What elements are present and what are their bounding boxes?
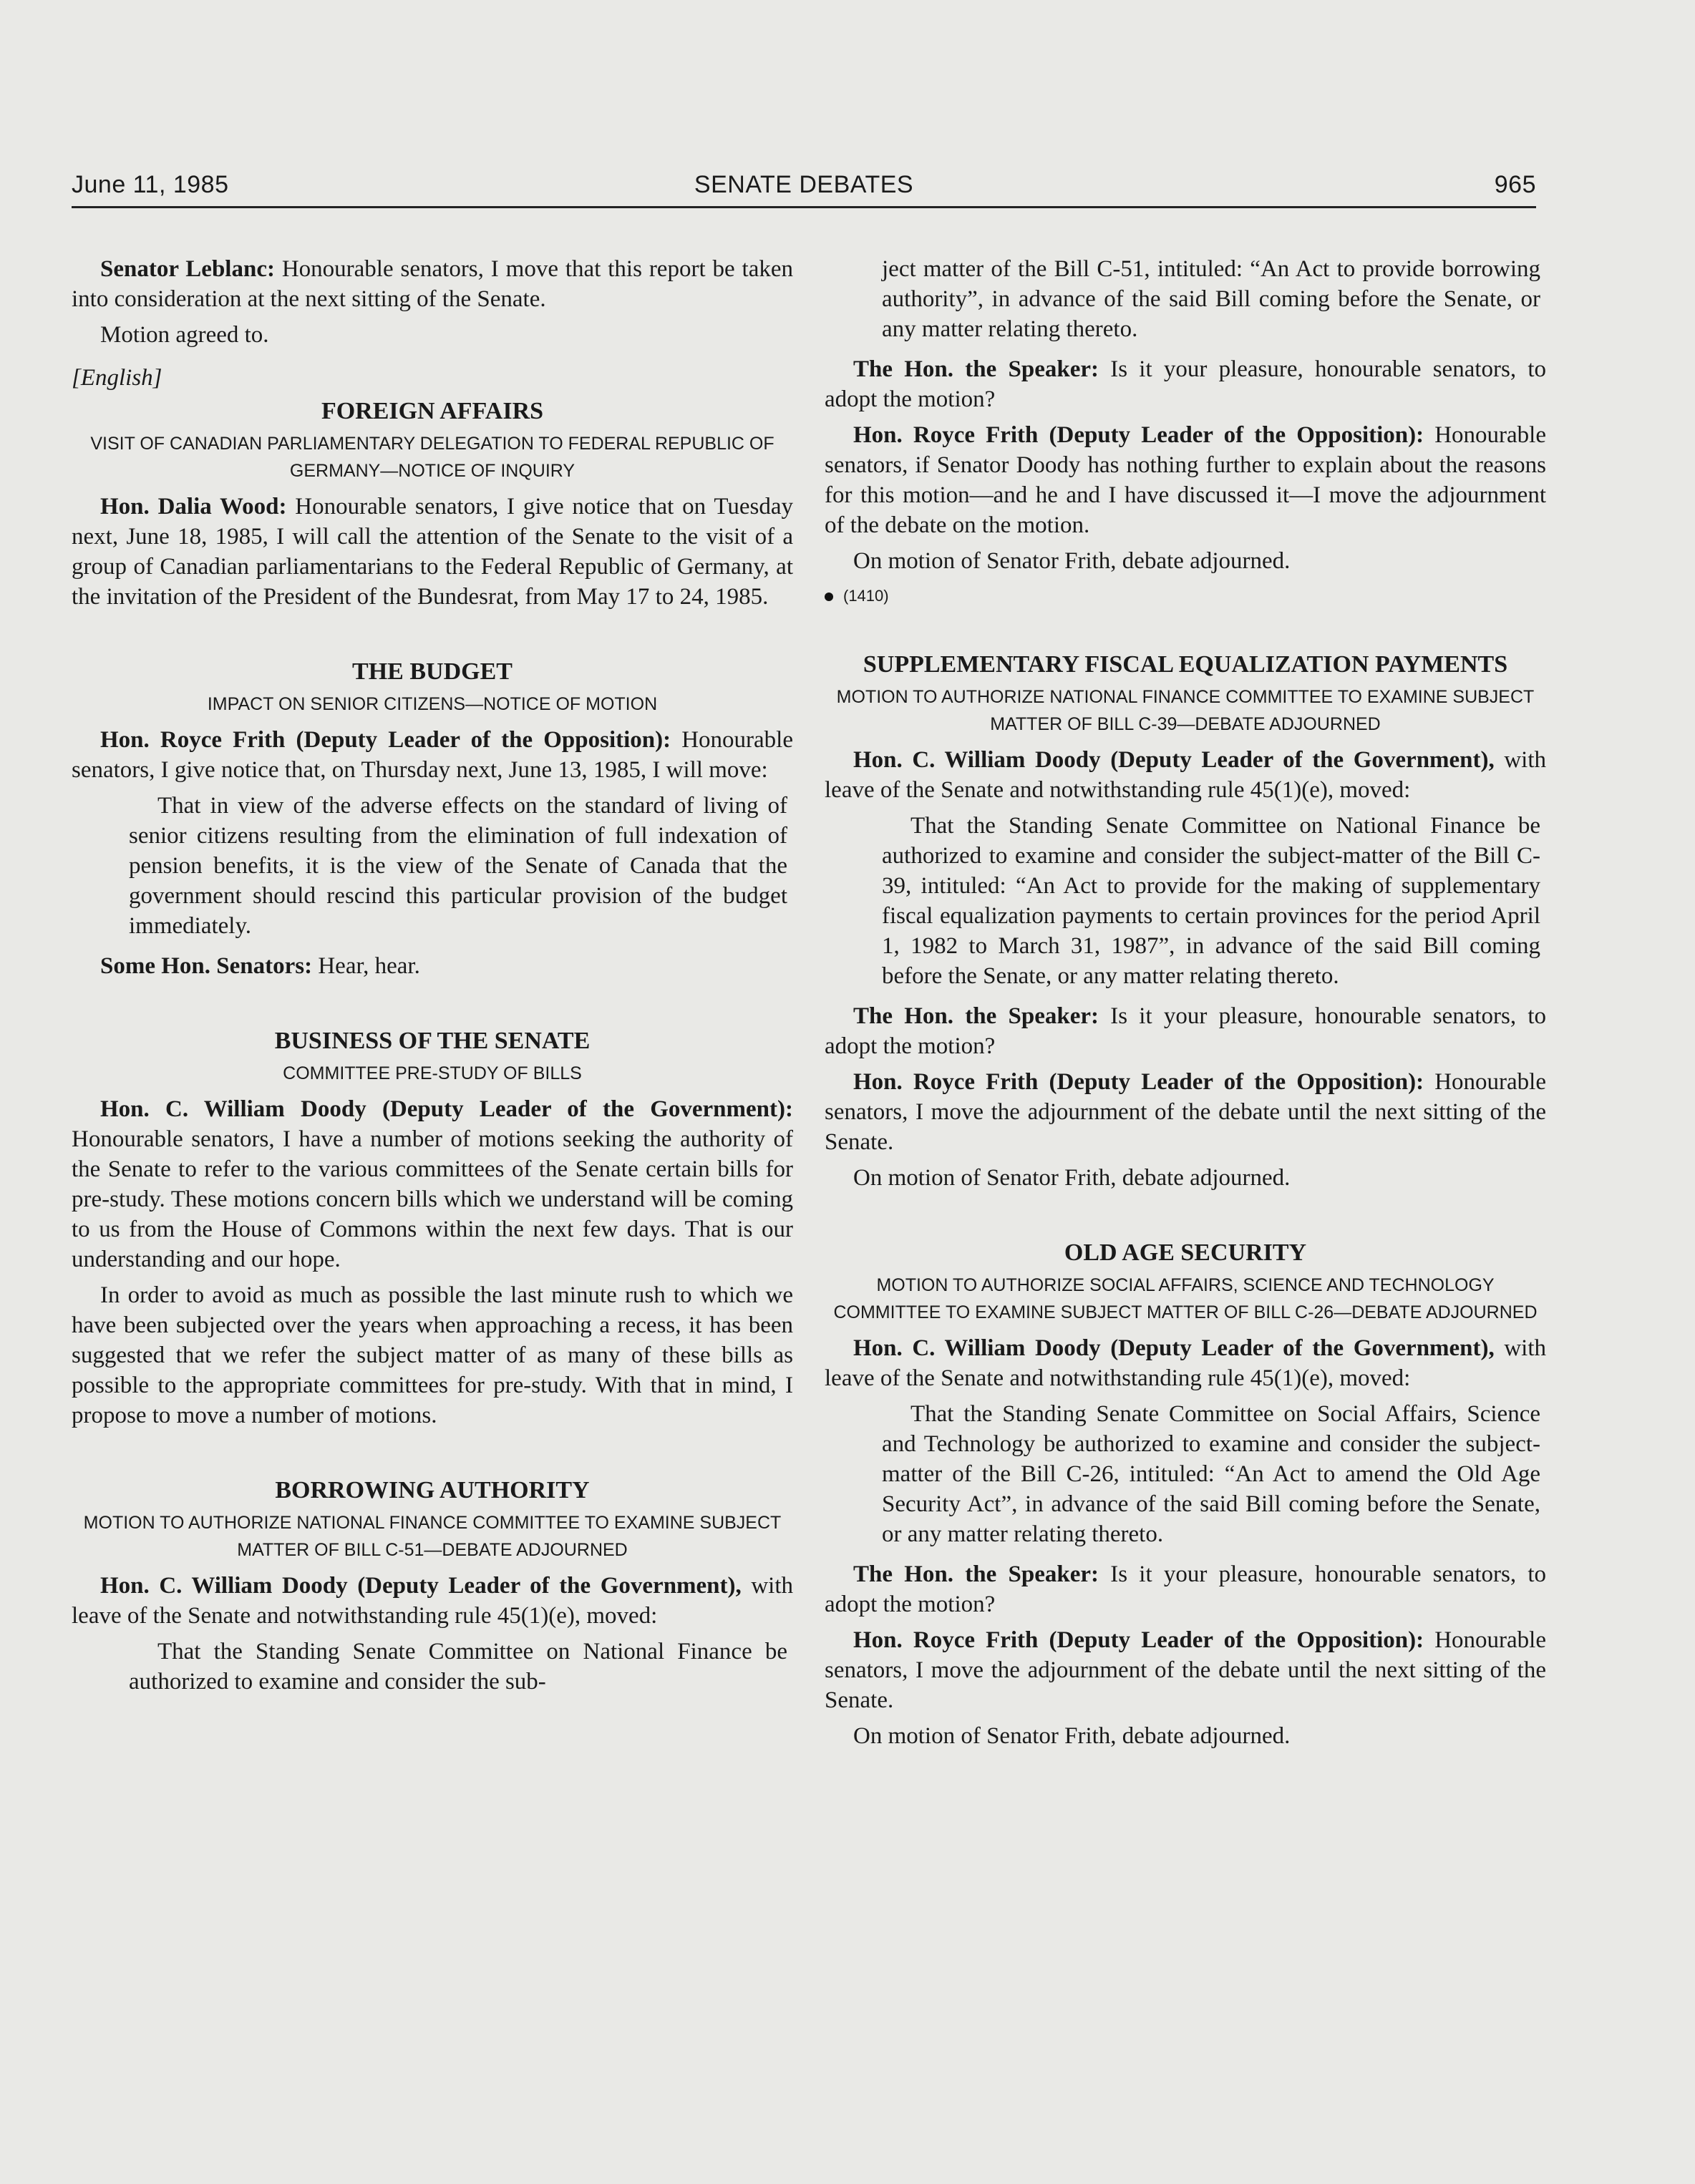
speech-text: Is it your pleasure, honourable senators, to adopt the motion? [825,1561,1547,1617]
language-marker: [English] [72,365,162,391]
speaker-name: Hon. C. William Doody (Deputy Leader of the Government), [853,1335,1495,1361]
paragraph [825,1067,1546,1157]
timestamp-text: (1410) [843,587,889,605]
section-title: THE BUDGET [352,658,513,685]
section-title: SUPPLEMENTARY FISCAL EQUALIZATION PAYMENTS [863,651,1508,678]
speech-text: with leave of the Senate and notwithstanding rule 45(1)(e), moved: [825,1335,1546,1391]
speaker-name: The Hon. the Speaker: [853,356,1099,382]
paragraph [825,1333,1546,1393]
paragraph [825,1625,1546,1715]
paragraph: Motion agreed to. [100,322,269,348]
paragraph [825,1559,1546,1619]
speaker-name: Hon. Royce Frith (Deputy Leader of the Opposition): [100,727,671,753]
speaker-name: Hon. C. William Doody (Deputy Leader of the Government), [853,747,1495,773]
speech-text: Honourable senators, I give notice that, on Thursday next, June 13, 1985, I will move: [72,727,793,783]
timestamp-marker [825,582,1546,610]
speech-text: Is it your pleasure, honourable senators, to adopt the motion? [825,356,1547,412]
speech-text: Is it your pleasure, honourable senators, to adopt the motion? [825,1003,1547,1059]
paragraph [72,1094,793,1274]
paragraph [825,354,1546,414]
paragraph: On motion of Senator Frith, debate adjourned. [853,1165,1291,1191]
speaker-name: Hon. C. William Doody (Deputy Leader of the Government), [100,1573,742,1599]
speaker-name: Hon. Dalia Wood: [100,494,287,520]
bullet-icon [825,593,833,601]
speaker-name: The Hon. the Speaker: [853,1003,1099,1029]
speech-text: Honourable senators, I move the adjournment of the debate until the next sitting of the Senate. [825,1069,1546,1155]
paragraph: In order to avoid as much as possible the last minute rush to which we have been subjected over the years when approaching a recess, it has been suggested that we refer the subject matter of as many of these bills as possible to the appropriate committees for pre-study. With that in mind, I propose to move a number of motions. [72,1282,793,1428]
speech-text: Honourable senators, I move that this report be taken into consideration at the next sitting of the Senate. [72,256,793,312]
left-column [72,254,793,1707]
paragraph [825,420,1546,540]
speech-text: Honourable senators, I move the adjournment of the debate until the next sitting of the Senate. [825,1627,1546,1713]
quoted-motion: That in view of the adverse effects on the standard of living of senior citizens resulting from the elimination of full indexation of pension benefits, it is the view of the Senate of Canada that the government should rescind this particular provision of the budget immediately. [129,793,787,939]
paragraph [72,492,793,612]
speaker-name: Hon. C. William Doody (Deputy Leader of the Government): [100,1096,793,1122]
paragraph: On motion of Senator Frith, debate adjourned. [853,548,1291,574]
section-title: BUSINESS OF THE SENATE [274,1028,591,1054]
section-subtitle: MOTION TO AUTHORIZE NATIONAL FINANCE COMMITTEE TO EXAMINE SUBJECT MATTER OF BILL C-51—DEBATE ADJOURNED [83,1513,782,1560]
speaker-name: Some Hon. Senators: [100,953,313,979]
header-title: SENATE DEBATES [694,171,914,198]
section-subtitle: VISIT OF CANADIAN PARLIAMENTARY DELEGATION TO FEDERAL REPUBLIC OF GERMANY—NOTICE OF INQUIRY [90,434,774,481]
speaker-name: Hon. Royce Frith (Deputy Leader of the Opposition): [853,1069,1424,1095]
quoted-motion: That the Standing Senate Committee on National Finance be authorized to examine and consider the subject-matter of the Bill C-39, intituled: “An Act to provide for the making of supplementary fiscal equalization payments to certain provinces for the period April 1, 1982 to March 31, 1987”, in advance of the said Bill coming before the Senate, or any matter relating thereto. [882,813,1540,989]
section-subtitle: IMPACT ON SENIOR CITIZENS—NOTICE OF MOTION [207,694,658,714]
quoted-motion: That the Standing Senate Committee on National Finance be authorized to examine and consider the sub- [129,1639,787,1695]
section-title: BORROWING AUTHORITY [275,1477,590,1503]
section-subtitle: MOTION TO AUTHORIZE NATIONAL FINANCE COMMITTEE TO EXAMINE SUBJECT MATTER OF BILL C-39—DEBATE ADJOURNED [836,687,1535,734]
header-date: June 11, 1985 [72,171,229,198]
right-column [825,254,1546,1757]
quoted-motion: That the Standing Senate Committee on Social Affairs, Science and Technology be authorized to examine and consider the subject-matter of the Bill C-26, intituled: “An Act to amend the Old Age Security Act”, in advance of the said Bill coming before the Senate, or any matter relating thereto. [882,1401,1540,1547]
speaker-name: Hon. Royce Frith (Deputy Leader of the Opposition): [853,422,1424,448]
paragraph [72,254,793,314]
section-title: OLD AGE SECURITY [1064,1239,1307,1266]
paragraph [72,725,793,785]
speech-text: with leave of the Senate and notwithstanding rule 45(1)(e), moved: [825,747,1546,803]
section-title: FOREIGN AFFAIRS [321,398,544,424]
speaker-name: Hon. Royce Frith (Deputy Leader of the Opposition): [853,1627,1424,1653]
section-subtitle: COMMITTEE PRE-STUDY OF BILLS [283,1063,582,1083]
running-head [72,166,1536,208]
speech-text: Honourable senators, if Senator Doody has nothing further to explain about the reasons for this motion—and he and I have discussed it—I move the adjournment of the debate on the motion. [825,422,1546,538]
speech-text: with leave of the Senate and notwithstanding rule 45(1)(e), moved: [72,1573,793,1629]
speech-text: Honourable senators, I give notice that on Tuesday next, June 18, 1985, I will call the attention of the Senate to the visit of a group of Canadian parliamentarians to the Federal Republic of Germany, at the invitation of the President of the Bundesrat, from May 17 to 24, 1985. [72,494,793,610]
page-number: 965 [1494,171,1536,198]
paragraph [825,1001,1546,1061]
paragraph [825,745,1546,805]
section-subtitle: MOTION TO AUTHORIZE SOCIAL AFFAIRS, SCIENCE AND TECHNOLOGY COMMITTEE TO EXAMINE SUBJECT MATTER OF BILL C-26—DEBATE ADJOURNED [833,1275,1538,1322]
speaker-name: Senator Leblanc: [100,256,275,282]
speech-text: Hear, hear. [312,953,420,979]
paragraph [72,1571,793,1631]
quoted-motion: ject matter of the Bill C-51, intituled: “An Act to provide borrowing authority”, in advance of the said Bill coming before the Senate, or any matter relating thereto. [882,256,1540,342]
speaker-name: The Hon. the Speaker: [853,1561,1099,1587]
speech-text: Honourable senators, I have a number of motions seeking the authority of the Senate to refer to the various committees of the Senate certain bills for pre-study. These motions concern bills which we understand will be coming to us from the House of Commons within the next few days. That is our understanding and our hope. [72,1126,793,1272]
paragraph [72,951,793,981]
paragraph: On motion of Senator Frith, debate adjourned. [853,1723,1291,1749]
